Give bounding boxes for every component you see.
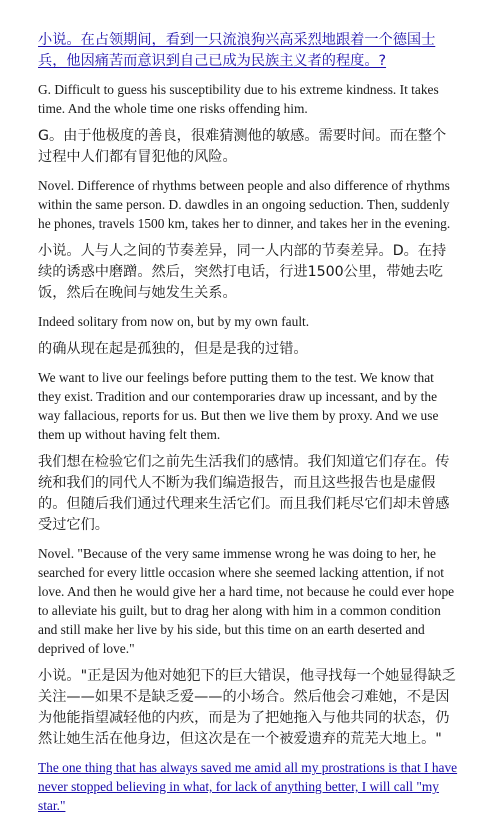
paragraph-zh: 小说。人与人之间的节奏差异，同一人内部的节奏差异。D。在持续的诱惑中磨蹭。然后，突然打电话，行进1500公里，带她去吃饭，然后在晚间与她发生关系。 — [38, 243, 447, 301]
paragraph-zh: 我们想在检验它们之前先生活我们的感情。我们知道它们存在。传统和我们的同代人不断为我们编造报告，而且这些报告也是虚假的。但随后我们通过代理来生活它们。而且我们耗尽它们却未曾感受过它们。 — [38, 454, 450, 533]
paragraph-en: Novel. Difference of rhythms between people and also difference of rhythms within the same person. D. dawdles in an ongoing seduction. Then, suddenly he phones, travels 1500 km, takes her to dinner, and takes her in the evening. — [38, 178, 451, 231]
link-paragraph-en[interactable]: The one thing that has always saved me amid all my prostrations is that I have never stopped believing in what, for lack of anything better, I will call "my star." — [38, 760, 458, 813]
paragraph-zh: 的确从现在起是孤独的，但是是我的过错。 — [38, 341, 308, 357]
paragraph-en: Novel. "Because of the very same immense wrong he was doing to her, he searched for every little occasion where she seemed lacking attention, if not love. And then he would give her a hard time, not because he could ever hope to alleviate his guilt, but to drag her along with him in a common condition and still make her live by his side, but this time on an earth deserted and deprived of love." — [38, 546, 455, 656]
paragraph-en: G. Difficult to guess his susceptibility due to his extreme kindness. It takes time. And the whole time one risks offending him. — [38, 82, 439, 116]
link-paragraph-zh[interactable]: 小说。在占领期间，看到一只流浪狗兴高采烈地跟着一个德国士兵，他因痛苦而意识到自己已成为民族主义者的程度。? — [38, 32, 436, 69]
paragraph-zh: 小说。"正是因为他对她犯下的巨大错误，他寻找每一个她显得缺乏关注——如果不是缺乏爱——的小场合。然后他会刁难她，不是因为他能指望减轻他的内疚，而是为了把她拖入与他共同的状态，仍然让她生活在他身边，但这次是在一个被爱遗弃的荒芜大地上。" — [38, 668, 456, 747]
paragraph-en: We want to live our feelings before putting them to the test. We know that they exist. Tradition and our contemporaries draw up incessant, and by the way fallacious, reports for us. But then we live them by proxy. And we use them up without having felt them. — [38, 370, 439, 442]
paragraph-en: Indeed solitary from now on, but by my own fault. — [38, 314, 310, 329]
paragraph-zh: G。由于他极度的善良，很难猜测他的敏感。需要时间。而在整个过程中人们都有冒犯他的风险。 — [38, 128, 447, 165]
